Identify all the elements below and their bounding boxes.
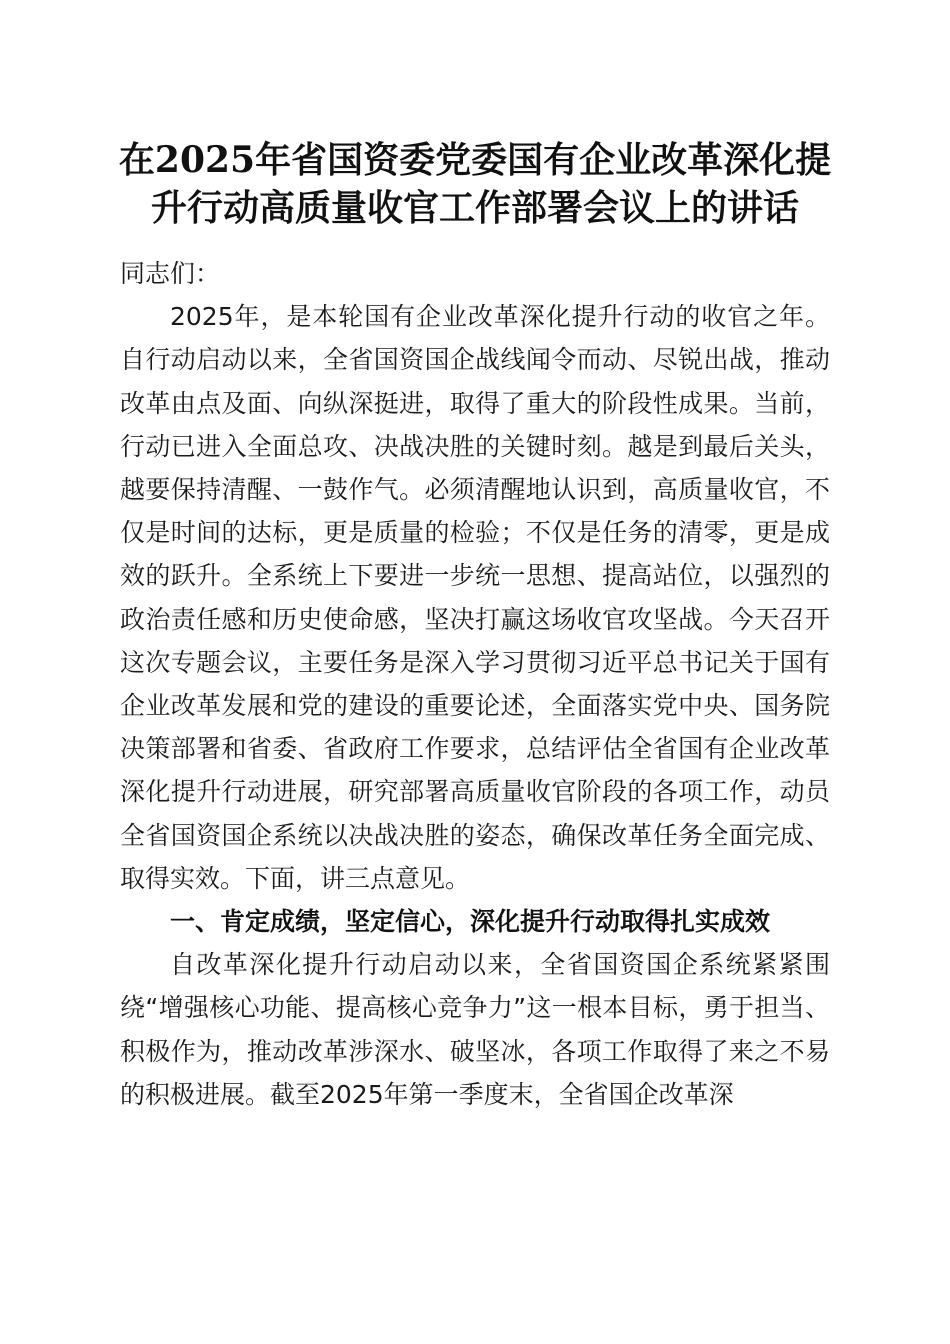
- document-body: [120, 252, 830, 1116]
- salutation: 同志们：: [120, 259, 221, 288]
- paragraph-intro: 2025年，是本轮国有企业改革深化提升行动的收官之年。自行动启动以来，全省国资国企战线闻令而动、尽锐出战，推动改革由点及面、向纵深挺进，取得了重大的阶段性成果。当前，行动已进入全面总攻、决战决胜的关键时刻。越是到最后关头，越要保持清醒、一鼓作气。必须清醒地认识到，高质量收官，不仅是时间的达标，更是质量的检验；不仅是任务的清零，更是成效的跃升。全系统上下要进一步统一思想、提高站位，以强烈的政治责任感和历史使命感，坚决打赢这场收官攻坚战。今天召开这次专题会议，主要任务是深入学习贯彻习近平总书记关于国有企业改革发展和党的建设的重要论述，全面落实党中央、国务院决策部署和省委、省政府工作要求，总结评估全省国有企业改革深化提升行动进展，研究部署高质量收官阶段的各项工作，动员全省国资国企系统以决战决胜的姿态，确保改革任务全面完成、取得实效。下面，讲三点意见。: [120, 302, 830, 893]
- section-heading-1: 一、肯定成绩，坚定信心，深化提升行动取得扎实成效: [170, 907, 771, 937]
- document-title-line-1: 在2025年省国资委党委国有企业改革深化提: [118, 139, 832, 181]
- paragraph-section-1: 自改革深化提升行动启动以来，全省国资国企系统紧紧围绕“增强核心功能、提高核心竞争力”这一根本目标，勇于担当、积极作为，推动改革涉深水、破坚冰，各项工作取得了来之不易的积极进展。截至2025年第一季度末，全省国企改革深: [120, 950, 830, 1109]
- document-title-line-2: 升行动高质量收官工作部署会议上的讲话: [150, 187, 799, 229]
